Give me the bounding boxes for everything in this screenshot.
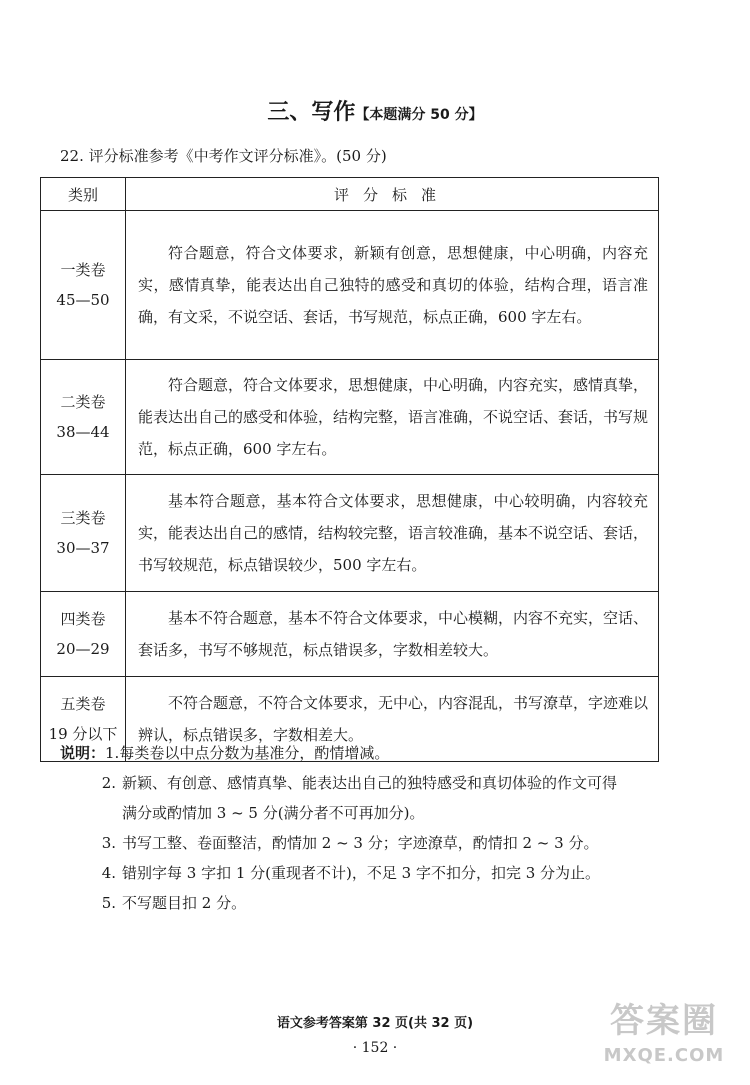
category-cell	[41, 360, 126, 475]
page-number: · 152 ·	[352, 1040, 398, 1056]
grading-table	[40, 177, 659, 762]
watermark-logo-text: 答案圈	[610, 1001, 718, 1041]
note-text: 新颖、有创意、感情真挚、能表达出自己的独特感受和真切体验的作文可得满分或酌情加 3 ~ 5 分(满分者不可再加分)。	[122, 774, 618, 822]
note-text: 错别字每 3 字扣 1 分(重现者不计)，不足 3 字不扣分，扣完 3 分为止。	[122, 864, 601, 882]
table-row	[41, 475, 659, 592]
header-category: 类别	[41, 178, 126, 211]
list-item	[96, 828, 620, 858]
category-range: 20—29	[56, 640, 110, 658]
criteria-text: 符合题意，符合文体要求，新颖有创意，思想健康，中心明确，内容充实，感情真挚，能表达出自己独特的感受和真切的体验，结构合理，语言准确，有文采，不说空话、套话，书写规范，标点正确，600 字左右。	[126, 211, 659, 360]
table-row	[41, 592, 659, 677]
notes-section	[60, 738, 620, 918]
note-number: 2.	[101, 774, 116, 792]
category-cell	[41, 475, 126, 592]
note-text: 每类卷以中点分数为基准分，酌情增减。	[119, 744, 390, 762]
category-range: 30—37	[56, 539, 110, 557]
category-name: 三类卷	[60, 509, 106, 527]
category-name: 二类卷	[60, 393, 106, 411]
watermark-logo	[594, 997, 734, 1077]
section-title-main: 三、写作	[267, 100, 356, 125]
criteria-text: 基本符合题意，基本符合文体要求，思想健康，中心较明确，内容较充实，能表达出自己的感情，结构较完整，语言较准确，基本不说空话、套话，书写较规范，标点错误较少，500 字左右。	[126, 475, 659, 592]
note-text: 书写工整、卷面整洁，酌情加 2 ~ 3 分；字迹潦草，酌情扣 2 ~ 3 分。	[122, 834, 599, 852]
category-cell	[41, 211, 126, 360]
category-name: 五类卷	[60, 695, 106, 713]
list-item	[96, 768, 620, 828]
notes-label: 说明：	[60, 744, 106, 762]
section-title	[0, 95, 750, 126]
table-row	[41, 211, 659, 360]
table-row	[41, 360, 659, 475]
page-footer: 语文参考答案第 32 页(共 32 页)	[276, 1016, 474, 1031]
category-name: 一类卷	[60, 261, 106, 279]
note-number: 1.	[105, 744, 120, 762]
header-standard-label: 评分标准	[333, 185, 450, 204]
category-range: 45—50	[56, 291, 110, 309]
category-range: 19 分以下	[48, 725, 118, 743]
criteria-text: 符合题意，符合文体要求，思想健康，中心明确，内容充实，感情真挚，能表达出自己的感受和体验，结构完整，语言准确，不说空话、套话，书写规范，标点正确，600 字左右。	[126, 360, 659, 475]
question-intro: 22. 评分标准参考《中考作文评分标准》。(50 分)	[60, 147, 387, 165]
note-number: 3.	[101, 834, 116, 852]
category-range: 38—44	[56, 423, 110, 441]
category-cell	[41, 592, 126, 677]
list-item	[96, 888, 620, 918]
note-number: 4.	[101, 864, 116, 882]
list-item	[96, 858, 620, 888]
header-standard	[126, 178, 659, 211]
section-title-score: 【本题满分 50 分】	[355, 107, 483, 123]
watermark-url: MXQE.COM	[603, 1045, 725, 1066]
note-number: 5.	[101, 894, 116, 912]
note-text: 不写题目扣 2 分。	[122, 894, 247, 912]
table-header-row	[41, 178, 659, 211]
criteria-text: 不符合题意，不符合文体要求，无中心，内容混乱，书写潦草，字迹难以辨认，标点错误多，字数相差大。	[126, 677, 659, 762]
criteria-text: 基本不符合题意，基本不符合文体要求，中心模糊，内容不充实，空话、套话多，书写不够规范，标点错误多，字数相差较大。	[126, 592, 659, 677]
note-first-line	[60, 738, 620, 768]
category-name: 四类卷	[60, 610, 106, 628]
